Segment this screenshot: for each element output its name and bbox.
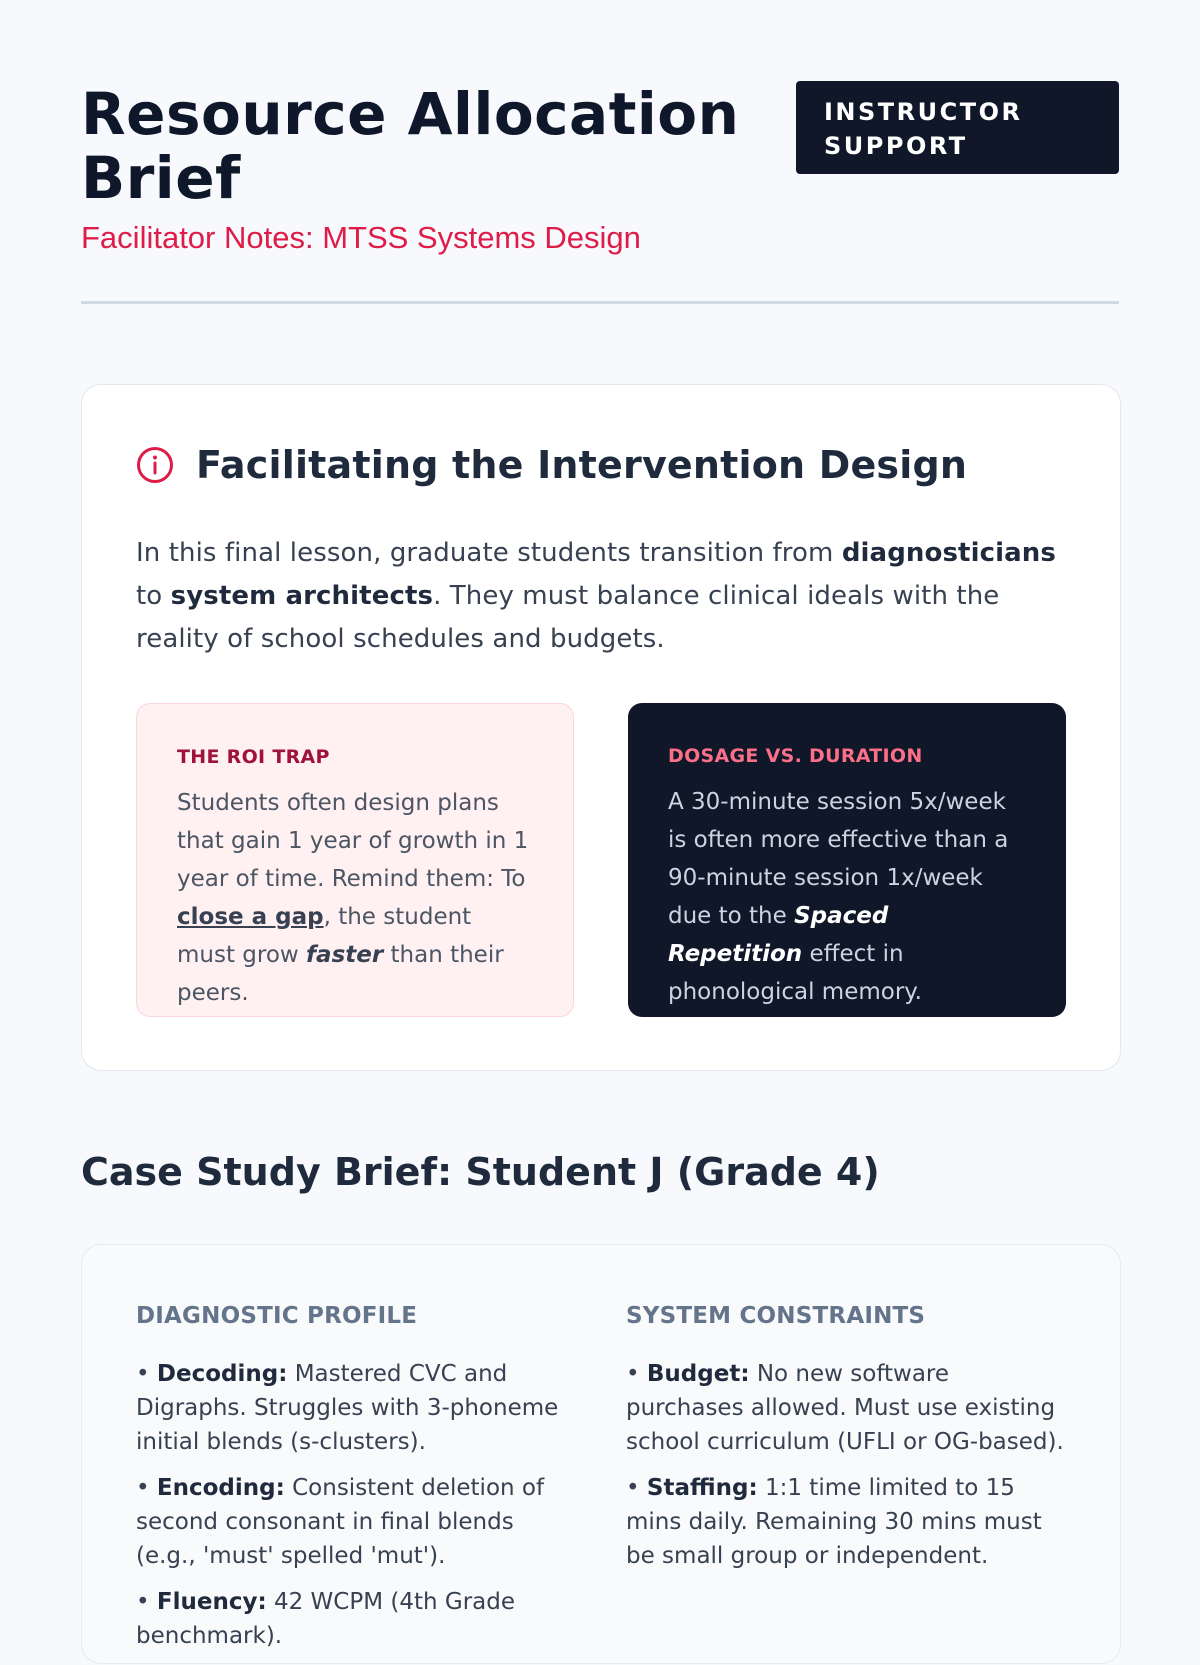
diagnostic-profile-column (136, 1301, 566, 1665)
tip-emphasis: faster (306, 942, 384, 968)
tip-emphasis: Spaced Repetition (668, 903, 889, 967)
item-text: Mastered CVC and Digraphs. Struggles with 3-phoneme initial blends (s-clusters). (136, 1361, 559, 1455)
intro-text: to (136, 581, 171, 611)
system-constraints-list (626, 1357, 1066, 1573)
case-study-card (81, 1244, 1121, 1664)
intro-paragraph (136, 532, 1066, 661)
case-study-title: Case Study Brief: Student J (Grade 4) (81, 1150, 880, 1194)
dosage-duration-label: DOSAGE VS. DURATION (668, 745, 923, 767)
tips-row (136, 703, 1066, 1017)
tip-text: effect in phonological memory. (668, 941, 922, 1005)
close-a-gap-emphasis: close a gap (177, 904, 324, 930)
intro-emphasis: diagnosticians (841, 538, 1056, 568)
tip-text: , the student must grow (177, 904, 472, 968)
page-subtitle: Facilitator Notes: MTSS Systems Design (81, 220, 641, 255)
case-study-columns (136, 1301, 1066, 1665)
roi-trap-callout (136, 703, 574, 1017)
tip-text: Students often design plans that gain 1 year of growth in 1 year of time. Remind them: To (177, 790, 529, 892)
diagnostic-profile-title: DIAGNOSTIC PROFILE (136, 1303, 418, 1329)
system-constraints-title: SYSTEM CONSTRAINTS (626, 1303, 926, 1329)
diagnostic-profile-list (136, 1357, 566, 1653)
system-constraints-column (626, 1301, 1066, 1665)
item-label: Fluency: (156, 1589, 267, 1615)
item-text: 1:1 time limited to 15 mins daily. Remaining 30 mins must be small group or independent. (626, 1475, 1042, 1569)
card-title: Facilitating the Intervention Design (196, 443, 968, 487)
intro-text: . They must balance clinical ideals with the reality of school schedules and budgets. (136, 581, 1000, 654)
tip-text: than their peers. (177, 942, 504, 1006)
item-text: 42 WCPM (4th Grade benchmark). (136, 1589, 516, 1649)
item-label: Budget: (646, 1361, 750, 1387)
intro-emphasis: system architects (170, 581, 434, 611)
item-text: No new software purchases allowed. Must use existing school curriculum (UFLI or OG-based). (626, 1361, 1064, 1455)
tip-text: A 30-minute session 5x/week is often more effective than a 90-minute session 1x/week due to the (668, 789, 1009, 929)
dosage-duration-text (668, 783, 1026, 1011)
dosage-duration-callout (628, 703, 1066, 1017)
list-item: • Encoding: Consistent deletion of second consonant in final blends (e.g., 'must' spelled 'mut'). (136, 1475, 545, 1569)
page-title: Resource Allocation Brief (81, 80, 740, 212)
item-label: Decoding: (156, 1361, 288, 1387)
intro-text: In this final lesson, graduate students transition from (136, 538, 842, 568)
info-circle-icon (136, 446, 174, 484)
card-header (136, 440, 1066, 490)
list-item: • Decoding: Mastered CVC and Digraphs. Struggles with 3-phoneme initial blends (s-clusters). (136, 1361, 559, 1455)
item-text: Consistent deletion of second consonant in final blends (e.g., 'must' spelled 'mut'). (136, 1475, 545, 1569)
item-label: Staffing: (646, 1475, 758, 1501)
intervention-design-card (81, 384, 1121, 1071)
instructor-support-badge: INSTRUCTOR SUPPORT (796, 81, 1119, 174)
list-item: • Fluency: 42 WCPM (4th Grade benchmark). (136, 1589, 516, 1649)
page-header (81, 0, 1119, 304)
list-item: • Staffing: 1:1 time limited to 15 mins daily. Remaining 30 mins must be small group or independent. (626, 1475, 1042, 1569)
item-label: Encoding: (156, 1475, 285, 1501)
list-item: • Budget: No new software purchases allowed. Must use existing school curriculum (UFLI or OG-based). (626, 1361, 1064, 1455)
roi-trap-text (177, 784, 533, 1012)
roi-trap-label: THE ROI TRAP (177, 746, 330, 768)
